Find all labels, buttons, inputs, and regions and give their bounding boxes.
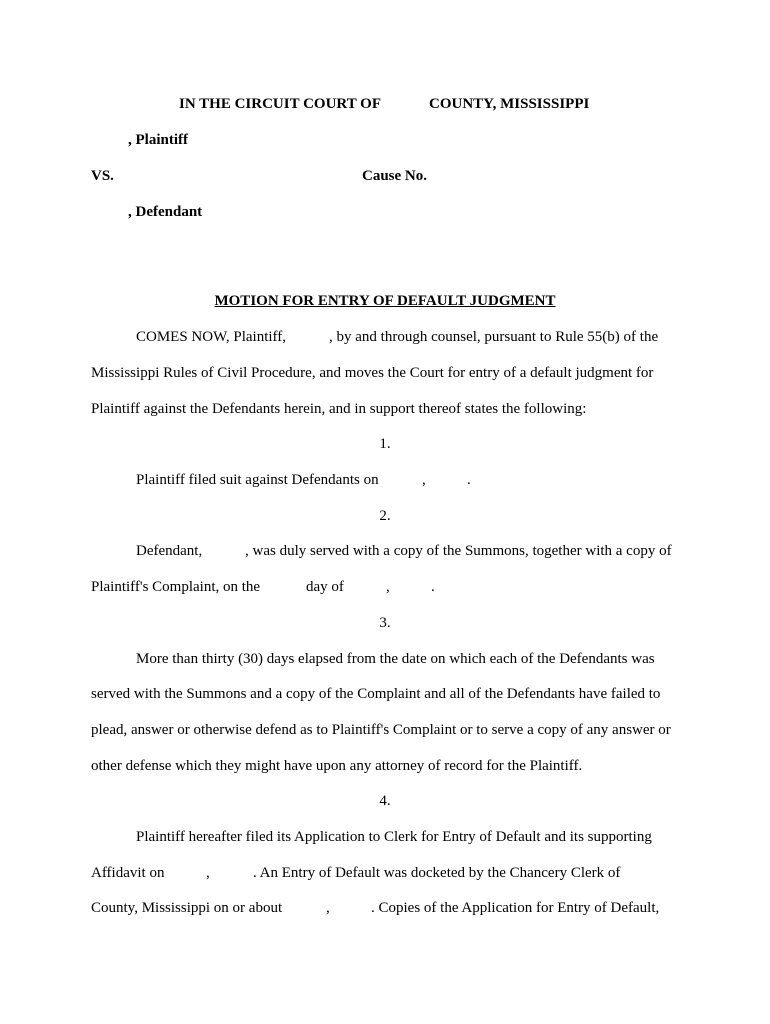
p3-line-1: More than thirty (30) days elapsed from the date on which each of the Defendants was (136, 651, 655, 667)
p1-line-1b: , (422, 472, 426, 488)
p4-line-2b: , (206, 865, 210, 881)
defendant-line: , Defendant (128, 204, 203, 220)
p3-line-3: plead, answer or otherwise defend as to Plaintiff's Complaint or to serve a copy of any answer or (91, 722, 671, 738)
paragraph-number-2: 2. (379, 508, 391, 524)
p4-line-3a: County, Mississippi on or about (91, 900, 283, 916)
court-caption-left: IN THE CIRCUIT COURT OF (179, 96, 382, 112)
intro-line-1a: COMES NOW, Plaintiff, (136, 329, 287, 345)
p2-line-2a: Plaintiff's Complaint, on the (91, 579, 261, 595)
p4-line-3c: . Copies of the Application for Entry of Default, (371, 900, 660, 916)
intro-line-3: Plaintiff against the Defendants herein, and in support thereof states the following: (91, 401, 587, 417)
p1-line-1c: . (467, 472, 471, 488)
p2-line-1a: Defendant, (136, 543, 203, 559)
p1-line-1a: Plaintiff filed suit against Defendants on (136, 472, 379, 488)
cause-number-label: Cause No. (362, 168, 428, 184)
p3-line-2: served with the Summons and a copy of the Complaint and all of the Defendants have failed to (91, 686, 661, 702)
motion-title: MOTION FOR ENTRY OF DEFAULT JUDGMENT (214, 293, 556, 309)
p4-line-1: Plaintiff hereafter filed its Application to Clerk for Entry of Default and its supporting (136, 829, 652, 845)
paragraph-number-4: 4. (379, 793, 391, 809)
p2-line-2b: day of (306, 579, 344, 595)
p2-line-2d: . (431, 579, 435, 595)
p4-line-2c: . An Entry of Default was docketed by the Chancery Clerk of (253, 865, 621, 881)
p4-line-3b: , (326, 900, 330, 916)
p2-line-2c: , (386, 579, 390, 595)
plaintiff-line: , Plaintiff (128, 132, 188, 148)
p3-line-4: other defense which they might have upon any attorney of record for the Plaintiff. (91, 758, 583, 774)
intro-line-2: Mississippi Rules of Civil Procedure, and moves the Court for entry of a default judgment for (91, 365, 654, 381)
versus-label: VS. (91, 168, 114, 184)
p4-line-2a: Affidavit on (91, 865, 165, 881)
paragraph-number-1: 1. (379, 436, 391, 452)
p2-line-1b: , was duly served with a copy of the Summons, together with a copy of (245, 543, 672, 559)
paragraph-number-3: 3. (379, 615, 391, 631)
court-caption-right: COUNTY, MISSISSIPPI (429, 96, 590, 112)
intro-line-1b: , by and through counsel, pursuant to Rule 55(b) of the (329, 329, 659, 345)
